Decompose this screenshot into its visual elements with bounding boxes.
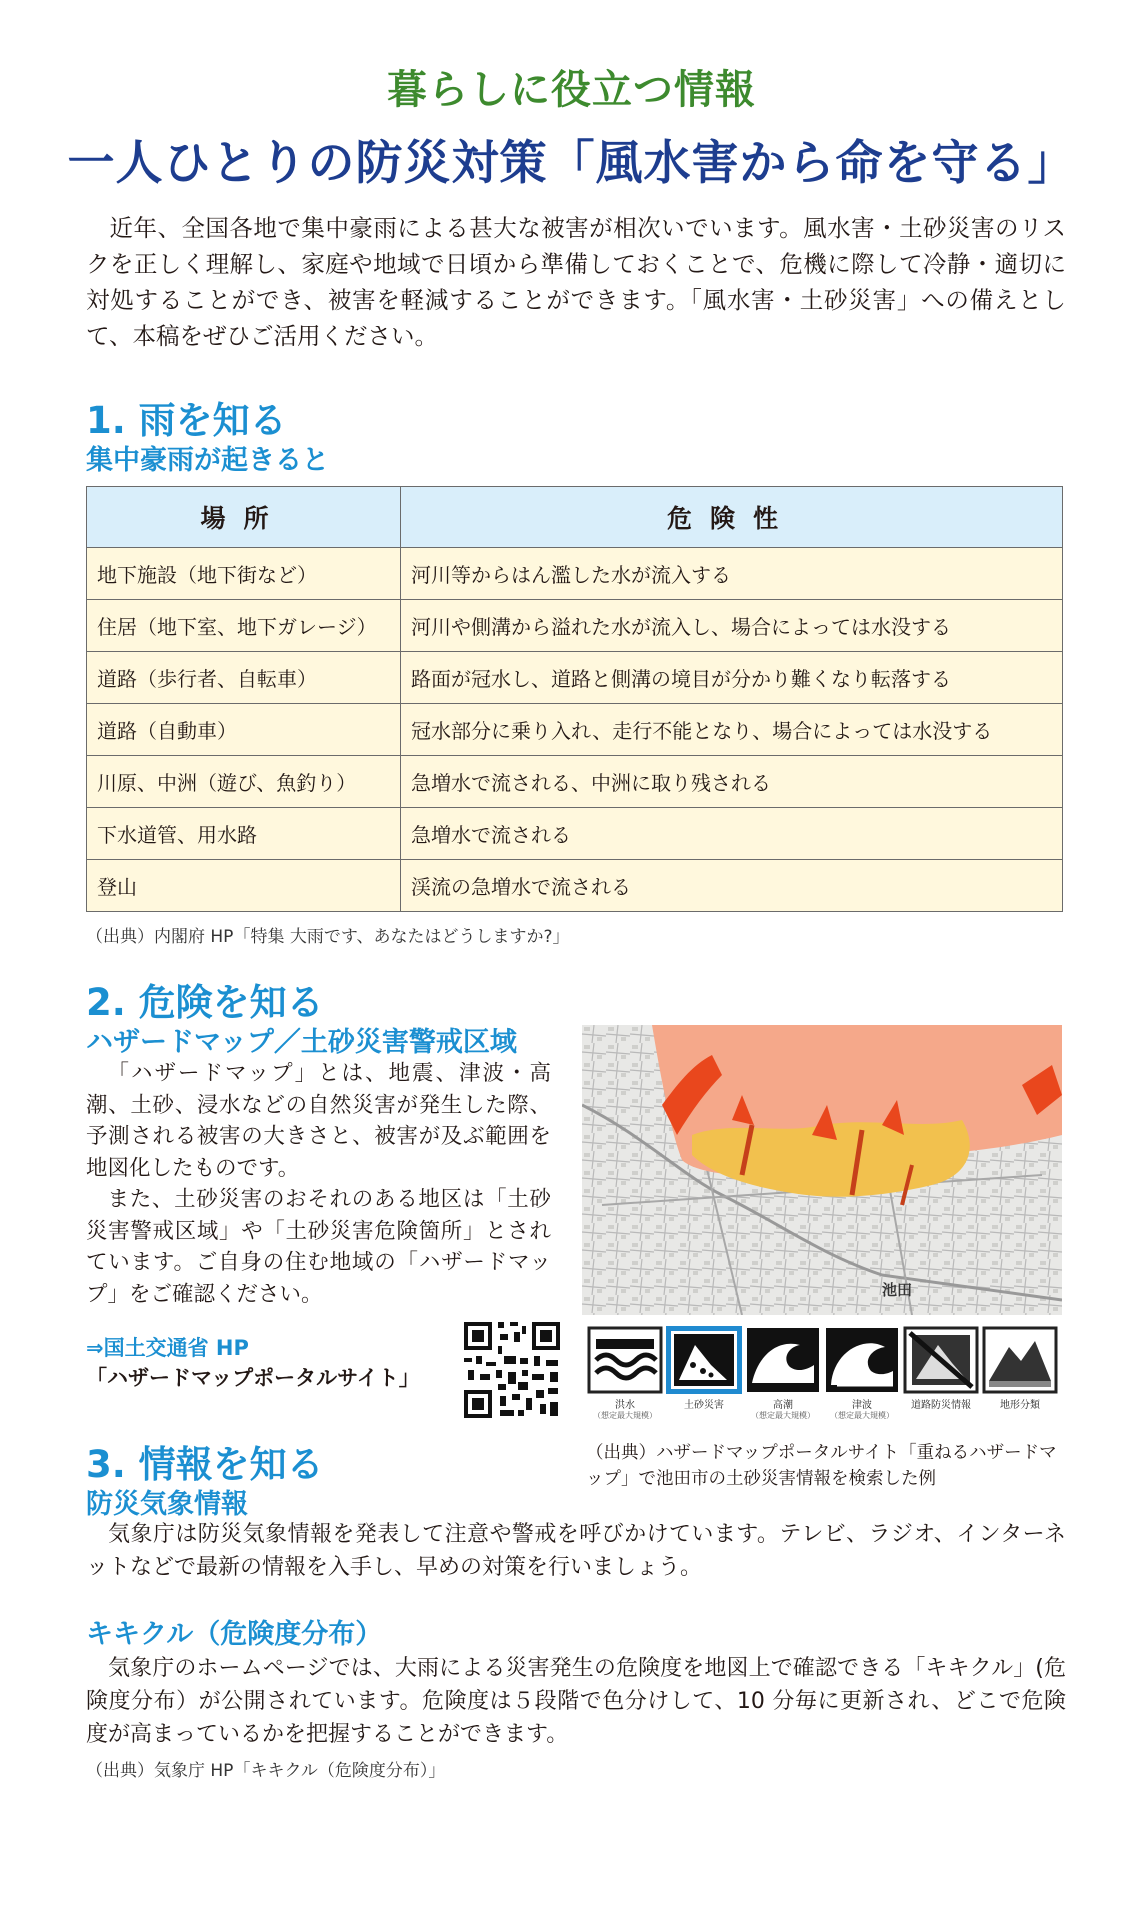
page-kicker: 暮らしに役立つ情報 bbox=[387, 67, 756, 113]
table-cell-place: 地下施設（地下街など） bbox=[87, 548, 401, 600]
table-row bbox=[87, 652, 1063, 704]
table-row bbox=[87, 808, 1063, 860]
table-header-place: 場所 bbox=[87, 487, 401, 548]
table-cell-danger: 急増水で流される、中洲に取り残される bbox=[401, 756, 1063, 808]
section1-subheading: 集中豪雨が起きると bbox=[86, 445, 329, 476]
map-caption: （出典）ハザードマップポータルサイト「重ねるハザードマップ」で池田市の土砂災害情報を検索した例 bbox=[586, 1443, 1057, 1489]
table-cell-place: 下水道管、用水路 bbox=[87, 808, 401, 860]
map-place-label: 池田 bbox=[882, 1281, 913, 1299]
tsunami-icon-sublabel: （想定最大規模） bbox=[830, 1411, 894, 1420]
table-cell-place: 道路（自動車） bbox=[87, 704, 401, 756]
table-row bbox=[87, 548, 1063, 600]
table-header-row bbox=[87, 487, 1063, 548]
page-title: 一人ひとりの防災対策「風水害から命を守る」 bbox=[67, 136, 1076, 191]
table-row bbox=[87, 860, 1063, 912]
table-cell-danger: 路面が冠水し、道路と側溝の境目が分かり難くなり転落する bbox=[401, 652, 1063, 704]
ministry-link[interactable]: ⇒国土交通省 HP bbox=[86, 1336, 249, 1360]
kikikuru-heading: キキクル（危険度分布） bbox=[86, 1619, 383, 1650]
intro-paragraph: 近年、全国各地で集中豪雨による甚大な被害が相次いでいます。風水害・土砂災害のリスクを正しく理解し、家庭や地域で日頃から準備しておくことで、危機に際して冷静・適切に対処することができ、被害を軽減することができます。「風水害・土砂災害」への備えとして、本稿をぜひご活用ください。 bbox=[86, 214, 1066, 350]
hazard-portal-link[interactable]: 「ハザードマップポータルサイト」 bbox=[86, 1366, 420, 1390]
table-row bbox=[87, 704, 1063, 756]
qr-code-icon[interactable] bbox=[460, 1318, 564, 1422]
section2-body bbox=[86, 1058, 551, 1310]
table-cell-danger: 冠水部分に乗り入れ、走行不能となり、場合によっては水没する bbox=[401, 704, 1063, 756]
table-cell-place: 登山 bbox=[87, 860, 401, 912]
table-row bbox=[87, 756, 1063, 808]
section3-heading: 3. 情報を知る bbox=[86, 1443, 324, 1486]
tsunami-icon-label: 津波 bbox=[852, 1400, 872, 1411]
table-header-danger: 危険性 bbox=[401, 487, 1063, 548]
table-cell-place: 川原、中洲（遊び、魚釣り） bbox=[87, 756, 401, 808]
table-cell-danger: 河川や側溝から溢れた水が流入し、場合によっては水没する bbox=[401, 600, 1063, 652]
table-row bbox=[87, 600, 1063, 652]
section3-source: （出典）気象庁 HP「キキクル（危険度分布）」 bbox=[86, 1761, 446, 1781]
storm-surge-icon-sublabel: （想定最大規模） bbox=[751, 1411, 815, 1420]
road-disaster-icon-label: 道路防災情報 bbox=[911, 1400, 971, 1411]
section1-heading: 1. 雨を知る bbox=[86, 399, 287, 442]
section2-subheading: ハザードマップ／土砂災害警戒区域 bbox=[86, 1027, 517, 1058]
section2-heading: 2. 危険を知る bbox=[86, 981, 324, 1024]
hazard-map-paragraph: 「ハザードマップ」とは、地震、津波・高潮、土砂、浸水などの自然災害が発生した際、予測される被害の大きさと、被害が及ぶ範囲を地図化したものです。 bbox=[86, 1061, 551, 1181]
kikikuru-paragraph: 気象庁のホームページでは、大雨による災害発生の危険度を地図上で確認できる「キキクル」(危険度分布）が公開されています。危険度は５段階で色分けして、10 分毎に更新され、どこで危険度が高まっているかを把握することができます。 bbox=[86, 1656, 1066, 1747]
section1-source: （出典）内閣府 HP「特集 大雨です、あなたはどうしますか?」 bbox=[86, 927, 570, 947]
flood-icon-label: 洪水 bbox=[615, 1400, 635, 1411]
table-cell-danger: 急増水で流される bbox=[401, 808, 1063, 860]
storm-surge-icon-label: 高潮 bbox=[773, 1400, 793, 1411]
weather-info-paragraph: 気象庁は防災気象情報を発表して注意や警戒を呼びかけています。テレビ、ラジオ、インターネットなどで最新の情報を入手し、早めの対策を行いましょう。 bbox=[86, 1522, 1066, 1580]
table-cell-danger: 渓流の急増水で流される bbox=[401, 860, 1063, 912]
hazard-map-image bbox=[582, 1025, 1062, 1315]
risk-table bbox=[86, 486, 1063, 912]
table-cell-place: 住居（地下室、地下ガレージ） bbox=[87, 600, 401, 652]
table-cell-danger: 河川等からはん濫した水が流入する bbox=[401, 548, 1063, 600]
terrain-icon-label: 地形分類 bbox=[1000, 1400, 1040, 1411]
warning-zone-paragraph: また、土砂災害のおそれのある地区は「土砂災害警戒区域」や「土砂災害危険箇所」とされています。ご自身の住む地域の「ハザードマップ」をご確認ください。 bbox=[86, 1187, 551, 1307]
landslide-icon-label: 土砂災害 bbox=[684, 1400, 724, 1411]
flood-icon-sublabel: （想定最大規模） bbox=[593, 1411, 657, 1420]
table-cell-place: 道路（歩行者、自転車） bbox=[87, 652, 401, 704]
section3-subheading: 防災気象情報 bbox=[86, 1489, 248, 1520]
